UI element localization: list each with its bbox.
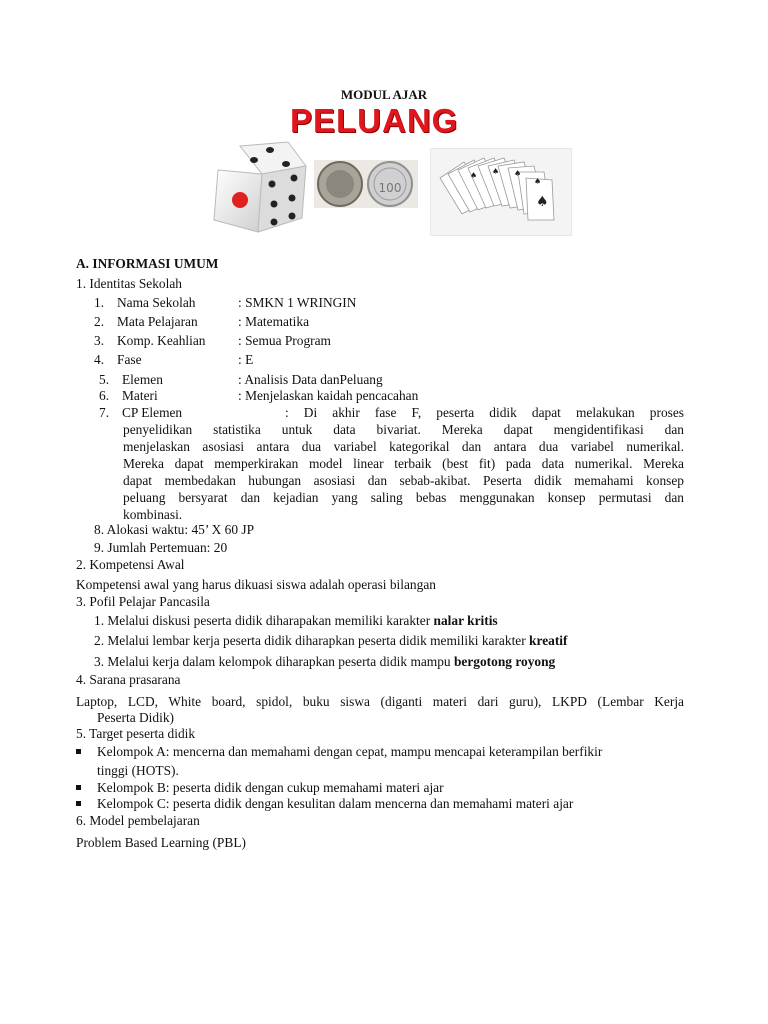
item-number: 3. bbox=[94, 333, 105, 348]
svg-text:♠: ♠ bbox=[536, 194, 549, 210]
playing-cards-image bbox=[430, 148, 572, 236]
kelompok-a: Kelompok A: mencerna dan memahami dengan cepat, mampu mencapai keterampilan berfikir bbox=[97, 744, 603, 759]
cp-line: dapat membedakan hubungan asosiasi dan sebab-akibat. Peserta didik memahami konsep bbox=[123, 473, 684, 488]
profil-item-3 bbox=[94, 653, 555, 670]
item-value: : Menjelaskan kaidah pencacahan bbox=[238, 388, 419, 403]
item-value: : Analisis Data danPeluang bbox=[238, 372, 383, 387]
item-fase bbox=[94, 351, 254, 368]
svg-text:♠: ♠ bbox=[534, 177, 542, 186]
section-a-heading: A. INFORMASI UMUM bbox=[76, 256, 219, 271]
kelompok-c: Kelompok C: peserta didik dengan kesulitan dalam mencerna dan memahami materi ajar bbox=[97, 796, 574, 811]
svg-text:♠: ♠ bbox=[514, 169, 522, 178]
bullet-icon bbox=[76, 749, 81, 754]
coins-image bbox=[314, 160, 418, 208]
item-label: Nama Sekolah bbox=[117, 295, 196, 310]
item-mata-pelajaran bbox=[94, 313, 310, 330]
banner-title: PELUANG bbox=[290, 102, 459, 139]
cp-line: Mereka dapat memperkirakan model linear terbaik (best fit) pada data numerikal. Mereka bbox=[123, 456, 684, 471]
peluang-banner bbox=[210, 102, 572, 238]
profil-bold: bergotong royong bbox=[453, 654, 556, 669]
cp-line: penyelidikan statistika untuk data bivariat. Mereka dapat mengidentifikasi dan bbox=[123, 422, 684, 437]
profil-item-1 bbox=[94, 612, 498, 629]
cp-line: peluang bersyarat dan kejadian yang saling bebas menggunakan konsep permutasi dan bbox=[123, 490, 684, 505]
section-6-text: Problem Based Learning (PBL) bbox=[76, 835, 246, 850]
section-4-heading: 4. Sarana prasarana bbox=[76, 672, 181, 687]
item-value: : SMKN 1 WRINGIN bbox=[238, 295, 357, 310]
cp-line: menjelaskan asosiasi antara dua variabel kategorikal dan antara dua variabel numerikal. bbox=[123, 439, 684, 454]
bullet-icon bbox=[76, 785, 81, 790]
kelompok-b: Kelompok B: peserta didik dengan cukup memahami materi ajar bbox=[97, 780, 444, 795]
item-number: 7. bbox=[99, 405, 110, 420]
item-value: : Di akhir fase F, peserta didik dapat melakukan proses bbox=[285, 405, 684, 420]
section-6-heading: 6. Model pembelajaran bbox=[76, 813, 200, 828]
item-number: 4. bbox=[94, 352, 105, 367]
profil-bold: kreatif bbox=[529, 633, 568, 648]
page-title: MODUL AJAR bbox=[340, 87, 428, 102]
item-value: : Semua Program bbox=[238, 333, 331, 348]
section-2-heading: 2. Kompetensi Awal bbox=[76, 557, 185, 572]
item-label: Materi bbox=[122, 388, 158, 403]
item-number: 5. bbox=[99, 372, 110, 387]
kelompok-a-cont: tinggi (HOTS). bbox=[97, 763, 179, 778]
item-label: Komp. Keahlian bbox=[117, 333, 206, 348]
section-2-text: Kompetensi awal yang harus dikuasi siswa adalah operasi bilangan bbox=[76, 577, 436, 592]
item-number: 1. bbox=[94, 295, 105, 310]
item-komp-keahlian bbox=[94, 332, 331, 349]
profil-bold: nalar kritis bbox=[433, 613, 498, 628]
section-3-heading: 3. Pofil Pelajar Pancasila bbox=[76, 594, 210, 609]
section-1-heading: 1. Identitas Sekolah bbox=[76, 276, 182, 291]
profil-text: 2. Melalui lembar kerja peserta didik diharapkan peserta didik memiliki karakter bbox=[94, 633, 530, 648]
cp-line: kombinasi. bbox=[123, 507, 183, 522]
item-alokasi-waktu: 8. Alokasi waktu: 45’ X 60 JP bbox=[94, 522, 255, 537]
item-cp-elemen bbox=[99, 404, 684, 421]
section-4-text-cont: Peserta Didik) bbox=[97, 710, 174, 725]
item-label: Fase bbox=[117, 352, 142, 367]
item-elemen bbox=[99, 371, 383, 388]
section-5-heading: 5. Target peserta didik bbox=[76, 726, 196, 741]
item-label: Mata Pelajaran bbox=[117, 314, 198, 329]
item-number: 6. bbox=[99, 388, 110, 403]
item-label: CP Elemen bbox=[122, 405, 183, 420]
item-materi bbox=[99, 387, 419, 404]
item-nama-sekolah bbox=[94, 294, 357, 311]
dice-image bbox=[210, 140, 310, 236]
section-4-text: Laptop, LCD, White board, spidol, buku siswa (diganti materi dari guru), LKPD (Lembar Kerja bbox=[76, 694, 684, 709]
svg-text:♠: ♠ bbox=[492, 167, 500, 176]
profil-item-2 bbox=[94, 632, 567, 649]
profil-text: 3. Melalui kerja dalam kelompok diharapkan peserta didik mampu bbox=[94, 654, 454, 669]
bullet-icon bbox=[76, 801, 81, 806]
item-jumlah-pertemuan: 9. Jumlah Pertemuan: 20 bbox=[94, 540, 228, 555]
item-label: Elemen bbox=[122, 372, 163, 387]
item-value: : Matematika bbox=[238, 314, 310, 329]
coin-value: 100 bbox=[378, 181, 402, 195]
item-number: 2. bbox=[94, 314, 105, 329]
profil-text: 1. Melalui diskusi peserta didik diharapakan memiliki karakter bbox=[94, 613, 434, 628]
svg-text:♠: ♠ bbox=[470, 171, 478, 180]
item-value: : E bbox=[238, 352, 254, 367]
